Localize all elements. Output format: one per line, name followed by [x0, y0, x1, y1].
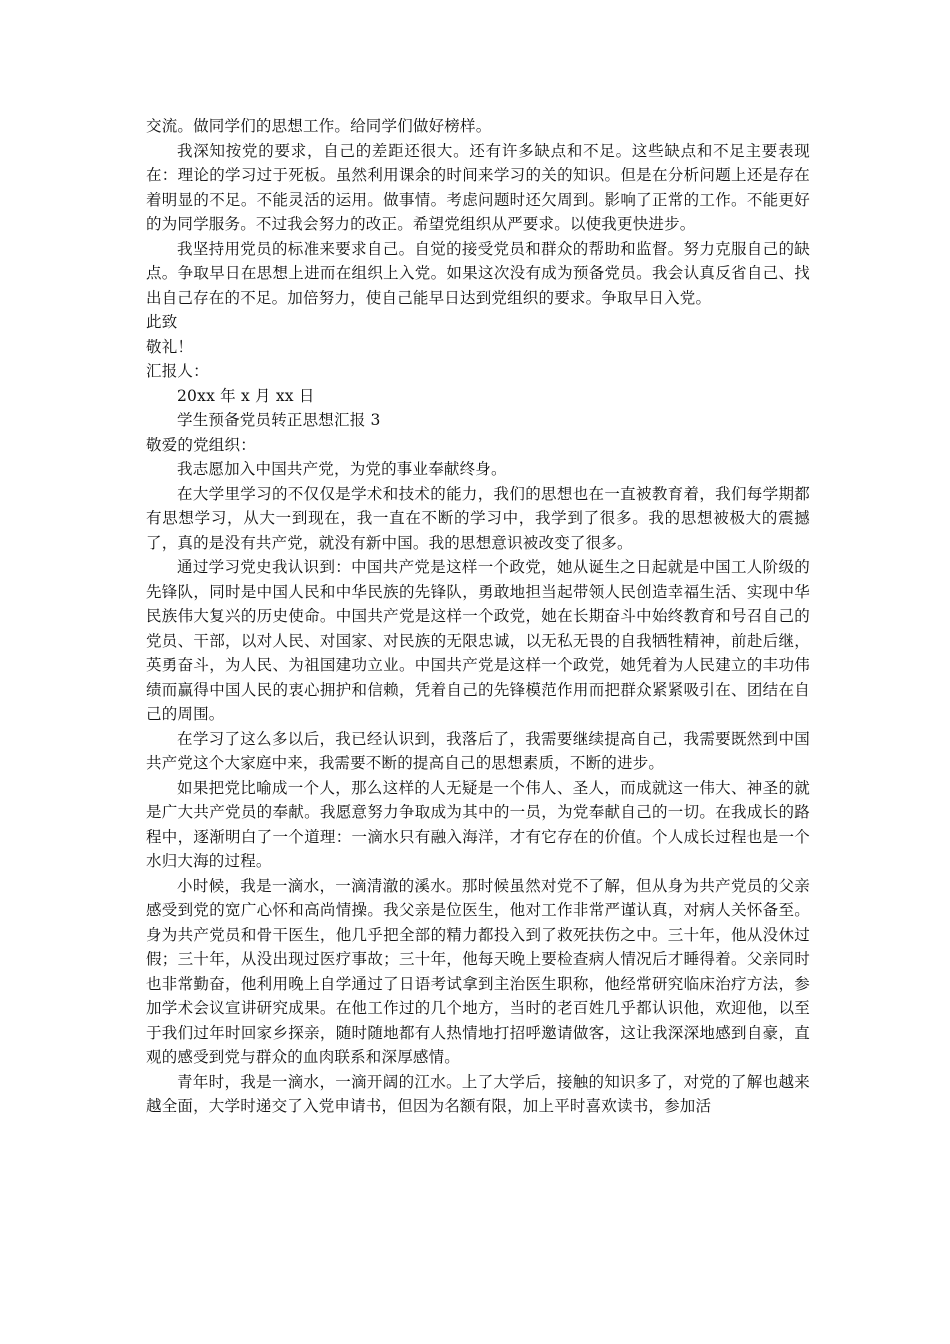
- document-body: [146, 114, 810, 1119]
- paragraph: 交流。做同学们的思想工作。给同学们做好榜样。: [146, 117, 492, 135]
- paragraph: 我坚持用党员的标准来要求自己。自觉的接受党员和群众的帮助和监督。努力克服自己的缺点。争取早日在思想上进而在组织上入党。如果这次没有成为预备党员。我会认真反省自己、找出自己存在的不足。加倍努力，使自己能早日达到党组织的要求。争取早日入党。: [146, 239, 810, 307]
- paragraph: 通过学习党史我认识到：中国共产党是这样一个政党，她从诞生之日起就是中国工人阶级的先锋队，同时是中国人民和中华民族的先锋队，勇敢地担当起带领人民创造幸福生活、实现中华民族伟大复兴的历史使命。中国共产党是这样一个政党，她在长期奋斗中始终教育和号召自己的党员、干部，以对人民、对国家、对民族的无限忠诚，以无私无畏的自我牺牲精神，前赴后继，英勇奋斗，为人民、为祖国建功立业。中国共产党是这样一个政党，她凭着为人民建立的丰功伟绩而赢得中国人民的衷心拥护和信赖，凭着自己的先锋模范作用而把群众紧紧吸引在、团结在自己的周围。: [146, 558, 810, 723]
- reporter-label: 汇报人：: [146, 362, 209, 380]
- paragraph: 我志愿加入中国共产党，为党的事业奉献终身。: [177, 460, 507, 478]
- paragraph: 我深知按党的要求，自己的差距还很大。还有许多缺点和不足。这些缺点和不足主要表现在：理论的学习过于死板。虽然利用课余的时间来学习的关的知识。但是在分析问题上还是存在着明显的不足。不能灵活的运用。做事情。考虑问题时还欠周到。影响了正常的工作。不能更好的为同学服务。不过我会努力的改正。希望党组织从严要求。以使我更快进步。: [146, 141, 810, 233]
- paragraph: 小时候，我是一滴水，一滴清澈的溪水。那时候虽然对党不了解，但从身为共产党员的父亲感受到党的宽广心怀和高尚情操。我父亲是位医生，他对工作非常严谨认真，对病人关怀备至。身为共产党员和骨干医生，他几乎把全部的精力都投入到了救死扶伤之中。三十年，他从没休过假；三十年，从没出现过医疗事故；三十年，他每天晚上要检查病人情况后才睡得着。父亲同时也非常勤奋，他利用晚上自学通过了日语考试拿到主治医生职称，他经常研究临床治疗方法，参加学术会议宣讲研究成果。在他工作过的几个地方，当时的老百姓几乎都认识他，欢迎他，以至于我们过年时回家乡探亲，随时随地都有人热情地打招呼邀请做客，这让我深深地感到自豪，直观的感受到党与群众的血肉联系和深厚感情。: [146, 876, 810, 1066]
- closing-salutation: 此致: [146, 313, 178, 331]
- paragraph: 如果把党比喻成一个人，那么这样的人无疑是一个伟人、圣人，而成就这一伟大、神圣的就是广大共产党员的奉献。我愿意努力争取成为其中的一员，为党奉献自己的一切。在我成长的路程中，逐渐明白了一个道理：一滴水只有融入海洋，才有它存在的价值。个人成长过程也是一个水归大海的过程。: [146, 778, 810, 870]
- report-date: 20xx 年 x 月 xx 日: [177, 386, 315, 405]
- salutation: 敬爱的党组织：: [146, 435, 256, 454]
- paragraph: 在大学里学习的不仅仅是学术和技术的能力，我们的思想也在一直被教育着，我们每学期都有思想学习，从大一到现在，我一直在不断的学习中，我学到了很多。我的思想被极大的震撼了，真的是没有共产党，就没有新中国。我的思想意识被改变了很多。: [146, 484, 810, 552]
- section-title: 学生预备党员转正思想汇报 3: [177, 411, 381, 429]
- paragraph: 青年时，我是一滴水，一滴开阔的江水。上了大学后，接触的知识多了，对党的了解也越来越全面，大学时递交了入党申请书，但因为名额有限，加上平时喜欢读书，参加活: [146, 1072, 810, 1115]
- closing-salute: 敬礼！: [146, 337, 194, 356]
- paragraph: 在学习了这么多以后，我已经认识到，我落后了，我需要继续提高自己，我需要既然到中国共产党这个大家庭中来，我需要不断的提高自己的思想素质，不断的进步。: [146, 729, 810, 772]
